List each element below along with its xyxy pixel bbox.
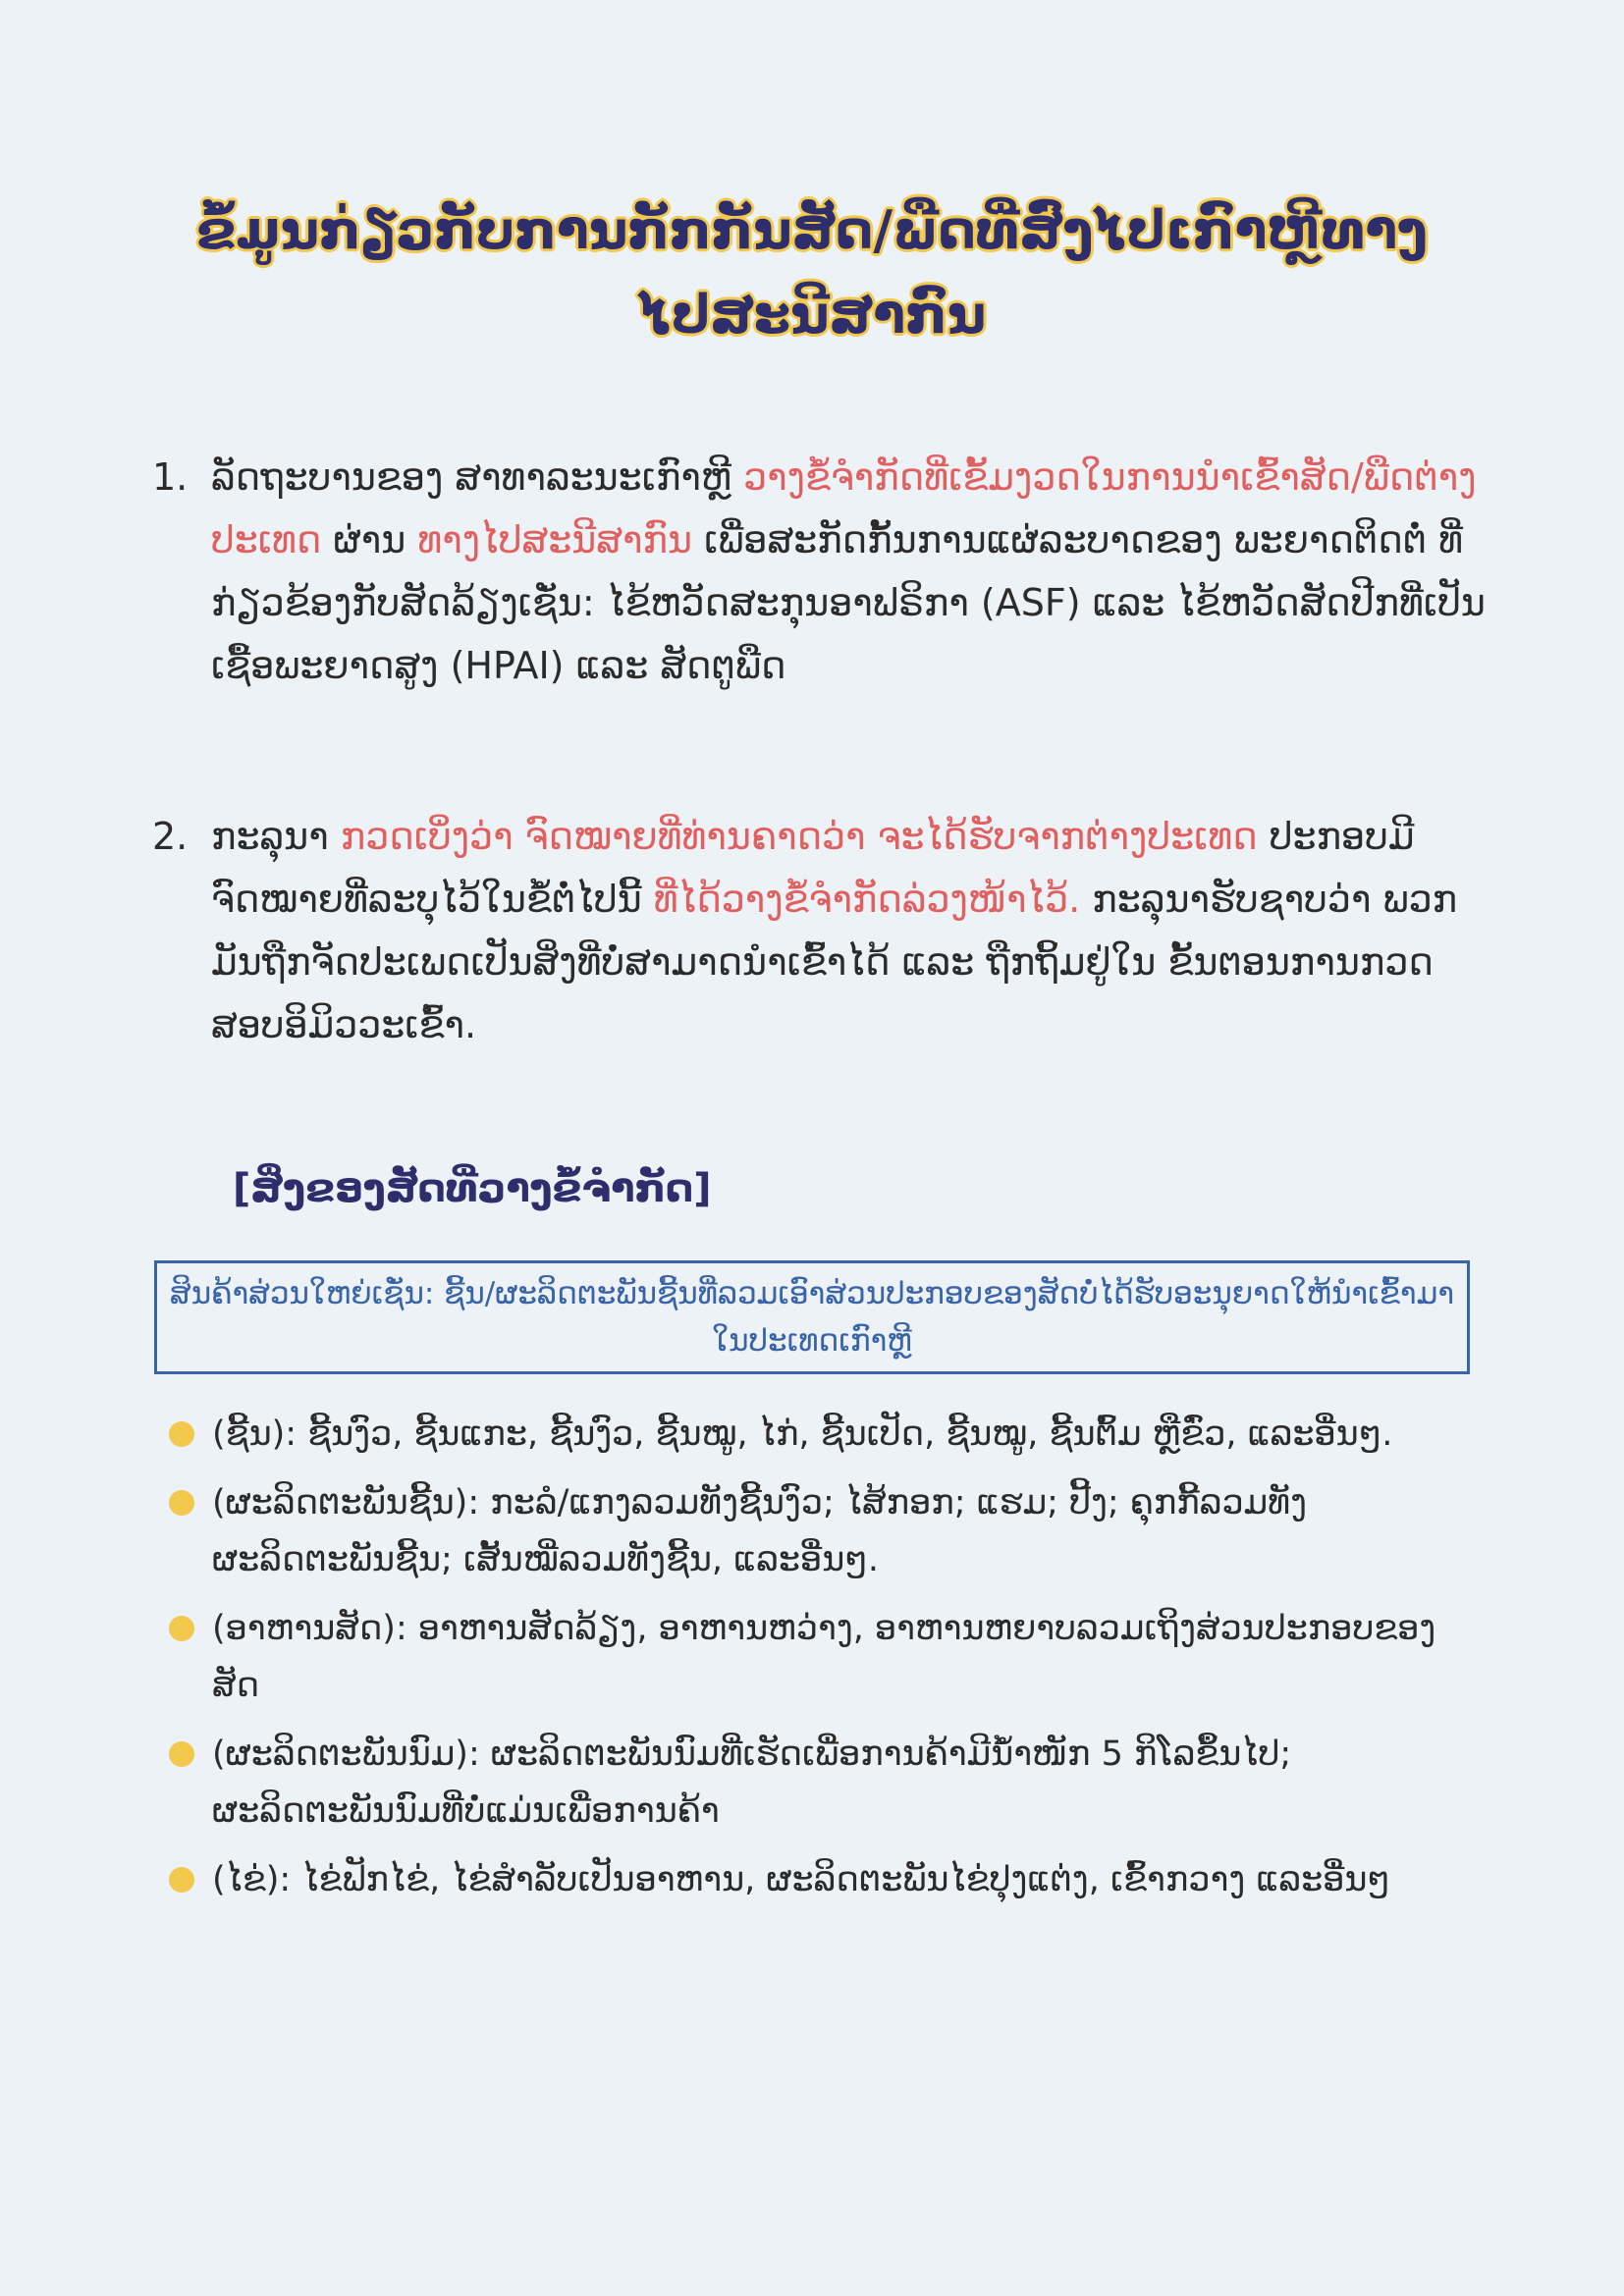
- list-item-meat: [167, 1406, 1473, 1463]
- paragraph-2-highlight-b: ທີ່ໄດ້ວາງຂໍ້ຈຳກັດລ່ວງໜ້າໄວ້.: [653, 878, 1081, 921]
- paragraph-1-text-c: ເພື່ອສະກັດກັ້ນການແຜ່ລະບາດຂອງ ພະຍາດຕິດຕໍ່ ທີ່ກ່ຽວຂ້ອງກັບສັດລ້ຽງເຊັ່ນ: ໄຂ້ຫວັດສະກຸນອາຟຣິກາ (ASF) ແລະ ໄຂ້ຫວັດສັດປີກທີ່ເປັນເຊື້ອພະຍາດສູງ (HPAI) ແລະ ສັດຕູພືດ: [211, 518, 1486, 687]
- paragraph-1-number: 1.: [152, 455, 189, 499]
- paragraph-1-text-b: ຜ່ານ: [321, 518, 418, 561]
- restricted-items-list: [167, 1406, 1473, 1920]
- paragraph-1-text-a: ລັດຖະບານຂອງ ສາທາລະນະເກົາຫຼີ: [211, 455, 744, 499]
- paragraph-1-highlight-b: ທາງໄປສະນີສາກົນ: [417, 518, 692, 561]
- list-item-text: (ຜະລິດຕະພັນນົມ): ຜະລິດຕະພັນນົມທີ່ເຮັດເພື່ອການຄ້າມີນໍ້າໜັກ 5 ກິໂລຂຶ້ນໄປ; ຜະລິດຕະພັນນົມທີ່ບໍ່ແມ່ນເພື່ອການຄ້າ: [212, 1735, 1292, 1831]
- paragraph-2: [152, 805, 1488, 1056]
- list-item-text: (ອາຫານສັດ): ອາຫານສັດລ້ຽງ, ອາຫານຫວ່າງ, ອາຫານຫຍາບລວມເຖິງສ່ວນປະກອບຂອງສັດ: [212, 1609, 1436, 1705]
- bullet-dot-icon: [169, 1490, 194, 1516]
- paragraph-2-highlight-a: ກວດເບິ່ງວ່າ ຈົດໝາຍທີ່ທ່ານຄາດວ່າ ຈະໄດ້ຮັບຈາກຕ່າງປະເທດ: [340, 815, 1258, 858]
- bullet-dot-icon: [169, 1867, 194, 1893]
- paragraph-2-text-a: ກະລຸນາ: [211, 815, 341, 858]
- notice-text: ສິນຄ້າສ່ວນໃຫຍ່ເຊັ່ນ: ຊີ້ນ/ຜະລິດຕະພັນຊີ້ນທີ່ລວມເອົາສ່ວນປະກອບຂອງສັດບໍ່ໄດ້ຮັບອະນຸຍາດໃຫ້ນໍາເຂົ້າມາໃນປະເທດເກົາຫຼີ: [169, 1276, 1455, 1359]
- bullet-dot-icon: [169, 1741, 194, 1767]
- list-item-text: (ຜະລິດຕະພັນຊີ້ນ): ກະລໍ/ແກງລວມທັງຊີ້ນງົວ; ໄສ້ກອກ; ແຮມ; ປີ້ງ; ຄຸກກີ້ລວມທັງຜະລິດຕະພັນຊີ້ນ; ເສັ້ນໝີ່ລວມທັງຊີ້ນ, ແລະອື່ນໆ.: [212, 1483, 1307, 1579]
- paragraph-2-text-c: ກະລຸນາຮັບຊາບວ່າ ພວກມັນຖືກຈັດປະເພດເປັນສິ່ງທີ່ບໍ່ສາມາດນໍາເຂົ້າໄດ້ ແລະ ຖືກຖິ້ມຢູ່ໃນ ຂັ້ນຕອນການກວດສອບອິມິວວະເຂົ້າ.: [211, 878, 1458, 1046]
- notice-box: [154, 1260, 1470, 1374]
- bullet-dot-icon: [169, 1616, 194, 1641]
- bullet-dot-icon: [169, 1421, 194, 1447]
- paragraph-1: [152, 446, 1488, 697]
- list-item-text: (ຊີ້ນ): ຊີ້ນງົວ, ຊີ້ນແກະ, ຊີ້ນງົວ, ຊີ້ນໝູ, ໄກ່, ຊີ້ນເປັດ, ຊີ້ນໝູ, ຊີ້ນຕົ້ມ ຫຼືຂົ່ວ, ແລະອື່ນໆ.: [212, 1415, 1393, 1454]
- list-item-dairy: [167, 1726, 1473, 1840]
- section-heading: [ສິ່ງຂອງສັດທີ່ວາງຂໍ້ຈໍາກັດ]: [233, 1166, 712, 1211]
- paragraph-1-highlight-a: ວາງຂໍ້ຈຳກັດທີ່ເຂັ້ມງວດໃນການນໍາເຂົ້າສັດ/ພືດຕ່າງປະເທດ: [211, 455, 1477, 561]
- list-item-animal-feed: [167, 1600, 1473, 1714]
- paragraph-2-text-b: ປະກອບມີ ຈົດໝາຍທີ່ລະບຸໄວ້ໃນຂໍ້ຕໍ່ໄປນີ້: [211, 815, 1415, 921]
- page-title: ຂໍ້ມູນກ່ຽວກັບການກັກກັນສັດ/ພືດທີ່ສົ່ງໄປເກົາຫຼີທາງໄປສະນີສາກົນ: [196, 199, 1428, 346]
- list-item-meat-products: [167, 1474, 1473, 1588]
- list-item-text: (ໄຂ່): ໄຂ່ຟັກໄຂ່, ໄຂ່ສໍາລັບເປັນອາຫານ, ຜະລິດຕະພັນໄຂ່ປຸງແຕ່ງ, ເຂົ້າກວາງ ແລະອື່ນໆ: [212, 1860, 1390, 1899]
- list-item-eggs: [167, 1851, 1473, 1908]
- paragraph-2-number: 2.: [152, 815, 189, 858]
